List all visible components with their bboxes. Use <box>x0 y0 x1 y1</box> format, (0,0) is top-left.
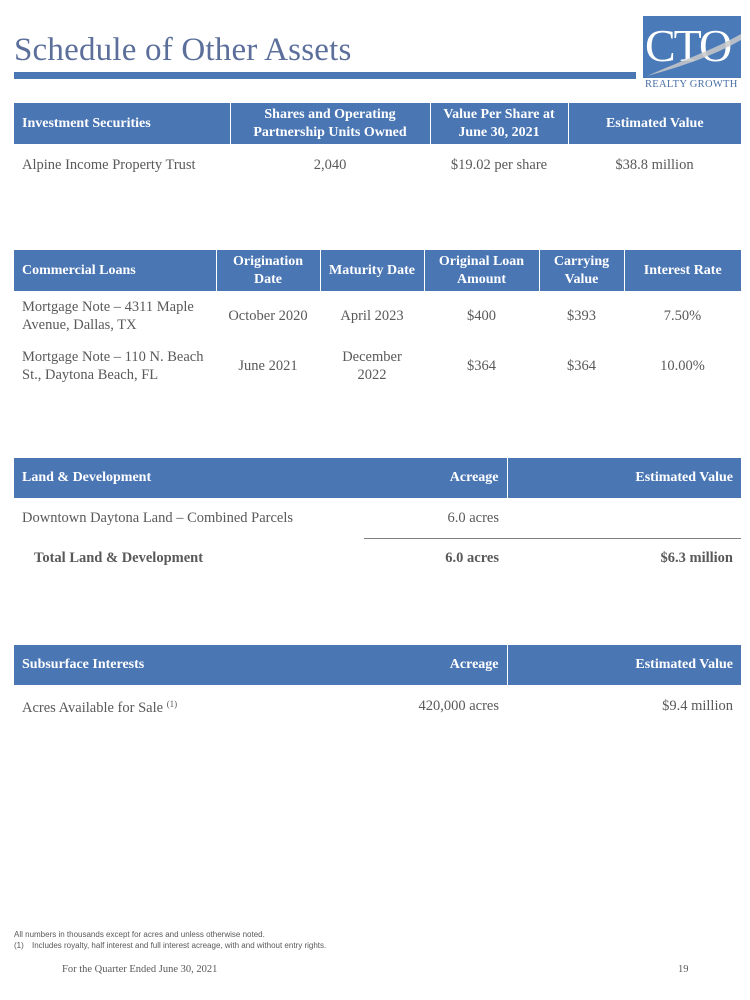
column-header: Value Per Share at June 30, 2021 <box>430 103 568 144</box>
column-header: Carrying Value <box>539 250 624 291</box>
logo-box <box>643 16 741 78</box>
table-cell: $393 <box>567 308 596 324</box>
column-header: Commercial Loans <box>14 250 216 291</box>
column-header: Investment Securities <box>14 103 230 144</box>
table-cell: Mortgage Note – 4311 Maple Avenue, Dallas, TX <box>22 299 194 333</box>
footnote-ref: (1) <box>166 698 178 709</box>
table-cell: $364 <box>567 358 596 374</box>
table-row <box>14 685 741 726</box>
company-logo <box>643 16 741 92</box>
page-footer: For the Quarter Ended June 30, 2021 <box>62 964 218 975</box>
column-header: Estimated Value <box>507 458 741 498</box>
table-header-row <box>14 103 741 144</box>
table-cell: $400 <box>467 308 496 324</box>
column-header: Land & Development <box>14 458 364 498</box>
page-number: 19 <box>678 964 689 975</box>
investment-securities-table <box>14 103 741 186</box>
table-cell: 420,000 acres <box>418 697 499 714</box>
total-row <box>14 538 741 578</box>
table-cell: 2,040 <box>313 157 347 173</box>
page-title: Schedule of Other Assets <box>14 32 352 68</box>
table-cell: 6.0 acres <box>447 509 499 526</box>
table-cell: $364 <box>467 358 496 374</box>
table-cell <box>507 498 741 538</box>
table-cell: 7.50% <box>663 308 702 324</box>
table-cell: $9.4 million <box>662 697 733 714</box>
land-development-table <box>14 458 741 578</box>
table-header-row <box>14 250 741 291</box>
subsurface-interests-table <box>14 645 741 726</box>
row-label: Acres Available for Sale <box>22 699 164 716</box>
column-header: Interest Rate <box>624 250 741 291</box>
table-cell: Downtown Daytona Land – Combined Parcels <box>22 510 294 526</box>
total-estimated-value: $6.3 million <box>507 538 741 578</box>
column-header: Acreage <box>364 645 507 685</box>
table-row <box>14 341 741 391</box>
total-label: Total Land & Development <box>34 550 204 566</box>
footnote-item <box>14 940 326 951</box>
column-header: Maturity Date <box>320 250 424 291</box>
column-header: Original Loan Amount <box>424 250 539 291</box>
footnote-text: Includes royalty, half interest and full interest acreage, with and without entry rights. <box>32 941 327 950</box>
table-row <box>14 144 741 186</box>
column-header: Subsurface Interests <box>14 645 364 685</box>
logo-text: CTO <box>645 20 731 71</box>
table-row <box>14 291 741 341</box>
table-cell: Mortgage Note – 110 N. Beach St., Daytona Beach, FL <box>22 349 204 383</box>
total-acreage: 6.0 acres <box>364 538 507 578</box>
table-row <box>14 498 741 538</box>
column-header: Estimated Value <box>568 103 741 144</box>
column-header: Shares and Operating Partnership Units Owned <box>230 103 430 144</box>
column-header: Acreage <box>364 458 507 498</box>
column-header: Origination Date <box>216 250 320 291</box>
commercial-loans-table <box>14 250 741 391</box>
footnote-general: All numbers in thousands except for acres and unless otherwise noted. <box>14 930 265 939</box>
table-cell: June 2021 <box>238 358 298 374</box>
table-header-row <box>14 645 741 685</box>
table-cell: 10.00% <box>660 358 705 374</box>
column-header: Estimated Value <box>507 645 741 685</box>
logo-swoosh-icon <box>643 16 741 78</box>
footnote-marker: (1) <box>14 941 24 950</box>
footnotes <box>14 929 326 951</box>
table-cell: $38.8 million <box>615 157 694 173</box>
table-header-row <box>14 458 741 498</box>
logo-subtext: REALTY GROWTH <box>645 79 738 90</box>
table-cell: Alpine Income Property Trust <box>22 157 196 173</box>
table-cell: December 2022 <box>342 349 402 383</box>
table-cell: $19.02 per share <box>450 157 548 173</box>
table-cell <box>14 685 364 726</box>
table-cell: October 2020 <box>228 308 308 324</box>
title-rule <box>14 72 636 79</box>
table-cell: April 2023 <box>340 308 404 324</box>
